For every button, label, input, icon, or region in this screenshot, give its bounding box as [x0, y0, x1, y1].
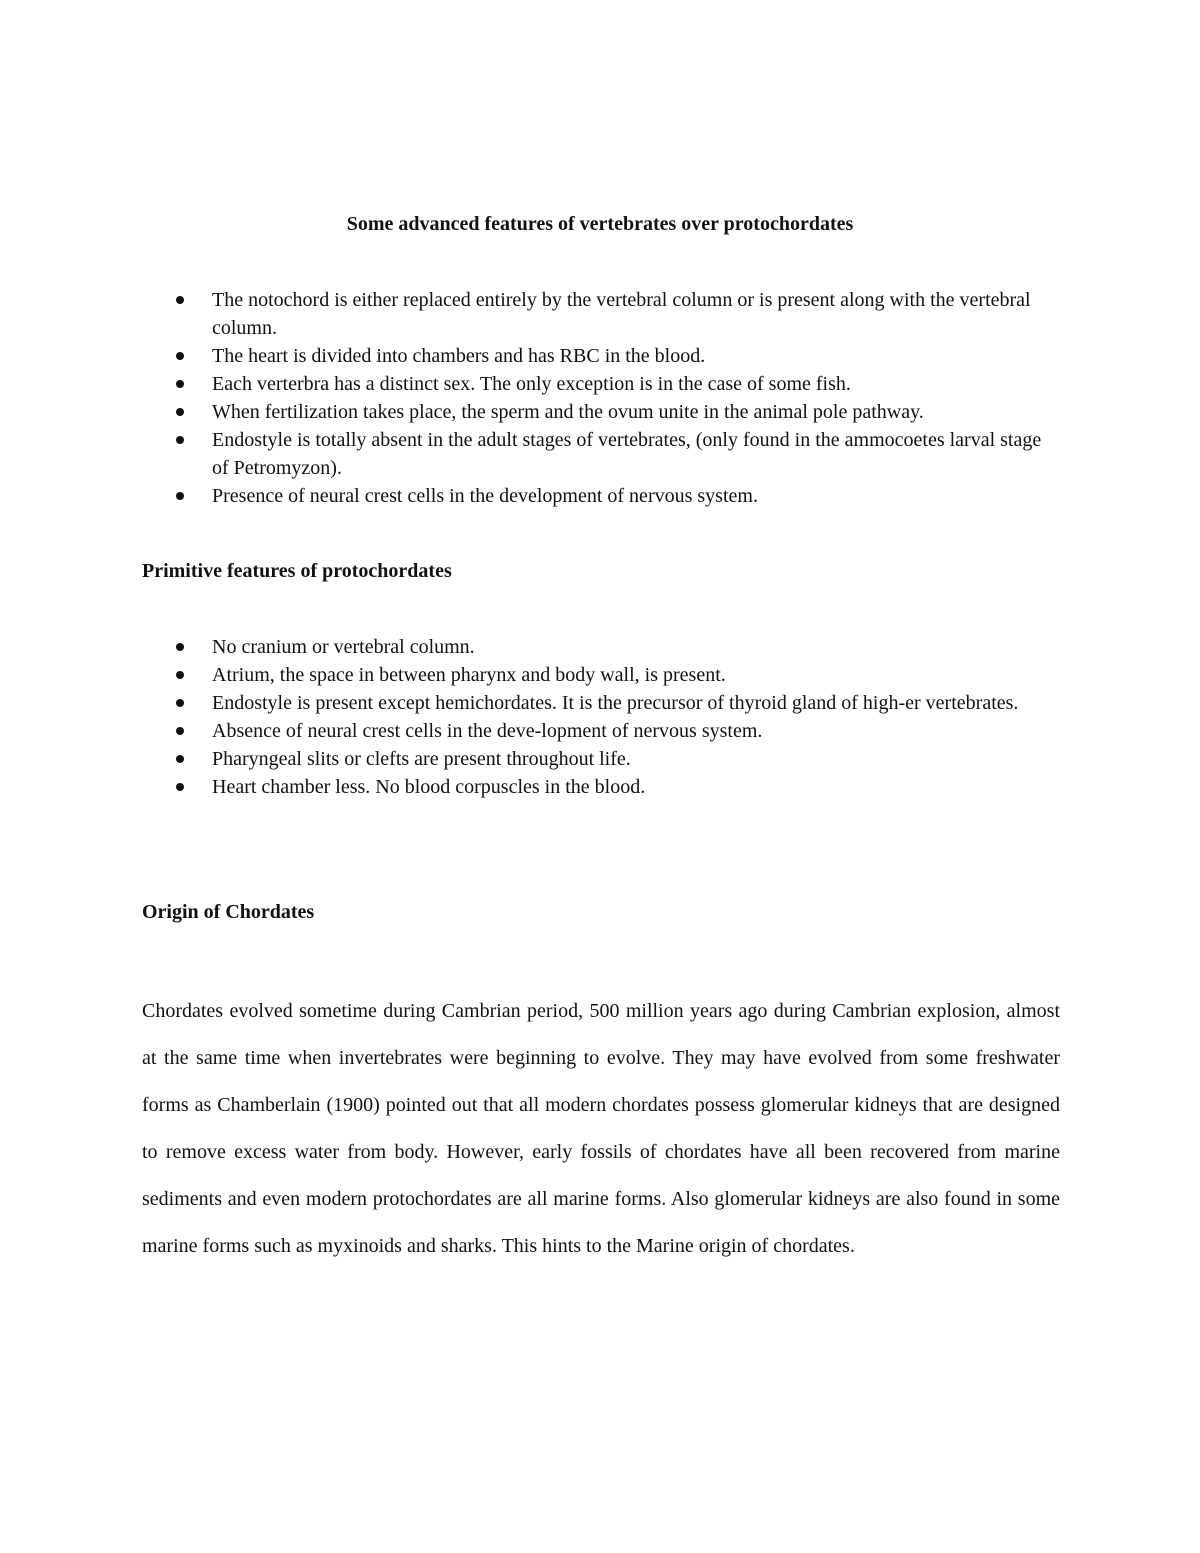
bullet-icon	[176, 643, 184, 651]
bullet-icon	[176, 755, 184, 763]
bullet-icon	[176, 492, 184, 500]
list-item-text: The heart is divided into chambers and has RBC in the blood.	[212, 345, 706, 367]
advanced-features-list	[142, 286, 1062, 510]
section-title-origin-of-chordates: Origin of Chordates	[142, 901, 315, 923]
bullet-icon	[176, 699, 184, 707]
bullet-icon	[176, 783, 184, 791]
list-item-text: Each verterbra has a distinct sex. The only exception is in the case of some fish.	[212, 373, 851, 395]
list-item	[142, 745, 1062, 773]
section-title-advanced-features: Some advanced features of vertebrates over protochordates	[346, 213, 854, 235]
bullet-icon	[176, 352, 184, 360]
list-item	[142, 773, 1062, 801]
bullet-icon	[176, 671, 184, 679]
list-item-text: Atrium, the space in between pharynx and body wall, is present.	[212, 664, 726, 686]
bullet-icon	[176, 436, 184, 444]
list-item-text: When fertilization takes place, the sperm and the ovum unite in the animal pole pathway.	[212, 401, 924, 423]
list-item-text: Endostyle is totally absent in the adult stages of vertebrates, (only found in the ammocoetes larval stage of Petromyzon).	[212, 429, 1042, 479]
list-item	[142, 426, 1062, 482]
list-item-text: Endostyle is present except hemichordates. It is the precursor of thyroid gland of high-er vertebrates.	[212, 692, 1019, 714]
list-item	[142, 482, 1062, 510]
list-item-text: Pharyngeal slits or clefts are present throughout life.	[212, 748, 631, 770]
list-item	[142, 661, 1062, 689]
origin-paragraph: Chordates evolved sometime during Cambrian period, 500 million years ago during Cambrian explosion, almost at the same time when invertebrates were beginning to evolve. They may have evolved from some freshwater forms as Chamberlain (1900) pointed out that all modern chordates possess glomerular kidneys that are designed to remove excess water from body. However, early fossils of chordates have all been recovered from marine sediments and even modern protochordates are all marine forms. Also glomerular kidneys are also found in some marine forms such as myxinoids and sharks. This hints to the Marine origin of chordates.	[142, 1000, 1060, 1257]
list-item	[142, 370, 1062, 398]
list-item	[142, 717, 1062, 745]
list-item	[142, 398, 1062, 426]
list-item-text: Absence of neural crest cells in the deve-lopment of nervous system.	[212, 720, 763, 742]
list-item-text: No cranium or vertebral column.	[212, 636, 475, 658]
list-item	[142, 633, 1062, 661]
list-item-text: The notochord is either replaced entirely by the vertebral column or is present along with the vertebral column.	[212, 289, 1031, 339]
list-item-text: Heart chamber less. No blood corpuscles in the blood.	[212, 776, 646, 798]
list-item	[142, 689, 1062, 717]
list-item	[142, 286, 1062, 342]
list-item-text: Presence of neural crest cells in the development of nervous system.	[212, 485, 758, 507]
list-item	[142, 342, 1062, 370]
primitive-features-list	[142, 633, 1062, 801]
section-title-primitive-features: Primitive features of protochordates	[142, 560, 452, 582]
bullet-icon	[176, 296, 184, 304]
bullet-icon	[176, 380, 184, 388]
bullet-icon	[176, 408, 184, 416]
bullet-icon	[176, 727, 184, 735]
